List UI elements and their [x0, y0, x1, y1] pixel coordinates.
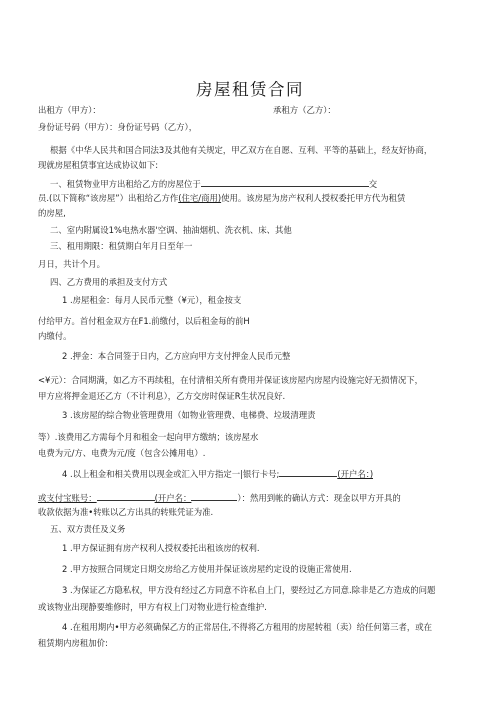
clause-4-3-line-1: 3 .该房屋的综合物业管理费用（如物业管理费、电梯费、垃圾清理责 [62, 410, 316, 420]
clause-4-heading: 四、乙方费用的承担及支付方式 [50, 277, 168, 287]
clause-1-usage-prefix: 员.(以下简称“该房屋”）出租给乙方作 [38, 193, 179, 203]
clause-4-1-line-2: 付给甲方。首付租金双方在F1.前缴付，以后租金每的前H [38, 316, 250, 326]
clause-5-2: 2 .甲方按照合同规定日期交房给乙方使用并保证该房屋约定设的设施正常使用. [62, 564, 352, 574]
clause-5-heading: 五、双方责任及义务 [50, 524, 126, 534]
alipay-label: 或支付宝账号： [38, 493, 97, 503]
clause-5-4-line-1: 4 .在租用期内•甲方必须确保乙方的正常居住,不得将乙方租用的房屋转租（卖）给任何第三者，或在 [62, 622, 433, 632]
clause-1-usage-suffix: 使用。该房屋为房产权利人授权委托甲方代为租赁 [221, 193, 406, 203]
id-number-line: 身份证号码（甲方）：身份证号码（乙方）， [38, 122, 198, 132]
clause-5-4-line-2: 租赁期内房租加价: [38, 638, 108, 648]
clause-2: 二、室内附属设1%电热水器'空调、抽油烟机、洗衣机、床、其他 [50, 225, 292, 235]
clause-5-3-line-1: 3 .为保证乙方隐私权，甲方没有经过乙方同意不许私自上门，要经过乙方同意.除非是乙方造成的问题 [62, 585, 436, 595]
clause-4-3-line-3: 电费为元/方、电费为元/度（包含公摊用电）. [38, 448, 206, 458]
intro-line-2: 现就房屋租赁事宜达成协议如下: [38, 160, 159, 170]
usage-type-underlined: (住宅/商用) [178, 193, 222, 203]
clause-4-4-line-3: 收款依据为准•转账以乙方出具的转账凭证为准. [38, 507, 214, 517]
clause-4-2-line-3: 甲方应将押金退还乙方（不计利息），乙方交房时保证R生状况良好. [38, 391, 286, 401]
bank-account-name: (开户名：) [337, 469, 374, 479]
payment-confirmation-text: ）：然用到帐的确认方式：现金以甲方开具的 [237, 493, 401, 503]
party-a-label: 出租方（甲方）： [38, 105, 101, 115]
alipay-name-blank [191, 491, 237, 501]
clause-4-3-line-2: 等）.该费用乙方需每个月和租金一起向甲方缴纳；该房屋水 [38, 432, 259, 442]
clause-3-line-2: 月日，共计个月。 [38, 259, 105, 269]
clause-4-2-line-2: <¥元）：合同期满，如乙方不再续租，在付清相关所有费用并保证该房屋内房屋内设施完好无损情况下， [38, 375, 424, 385]
document-title: 房屋租赁合同 [196, 80, 304, 99]
bank-card-text: 4 .以上租金和相关费用以现金或汇入甲方指定一|银行卡号; [62, 469, 280, 479]
clause-4-1-line-3: 内缴付。 [38, 331, 72, 341]
alipay-account-name: (开户名： [154, 493, 192, 503]
intro-line-1: 根据《中华人民共和国合同法3及其他有关规定，甲乙双方在自愿、互利、平等的基础上，经友好协商， [50, 145, 433, 155]
clause-4-4-line-2 [38, 491, 401, 504]
clause-4-4-line-1 [62, 467, 373, 480]
clause-3-line-1: 三、租用期限：租赁期白年月日至年一 [50, 241, 193, 251]
clause-1-suffix: 交 [368, 179, 378, 189]
clause-1-line-1 [50, 177, 377, 190]
clause-5-1: 1 .甲方保证拥有房产权利人授权委托出租该房的权利. [62, 543, 260, 553]
clause-1-line-2 [38, 193, 405, 204]
address-blank [201, 177, 369, 187]
bank-card-blank [279, 467, 337, 477]
clause-1-text: 一、租赁物业甲方出租给乙方的房屋位于 [50, 179, 201, 189]
party-b-label: 承租方（乙方）： [273, 105, 336, 115]
clause-4-2-line-1: 2 .押金：本合同签于日内，乙方应向甲方支付押金人民币元整 [62, 351, 291, 361]
clause-5-3-line-2: 或该物业出现静要维修时，甲方有权上门对物业进行检查维护. [38, 602, 267, 612]
clause-4-1-line-1: 1 .房屋租金：每月人民币元整（¥元），租金按支 [62, 295, 242, 305]
alipay-blank [97, 491, 155, 501]
clause-1-line-3: 的房屋, [38, 208, 66, 218]
